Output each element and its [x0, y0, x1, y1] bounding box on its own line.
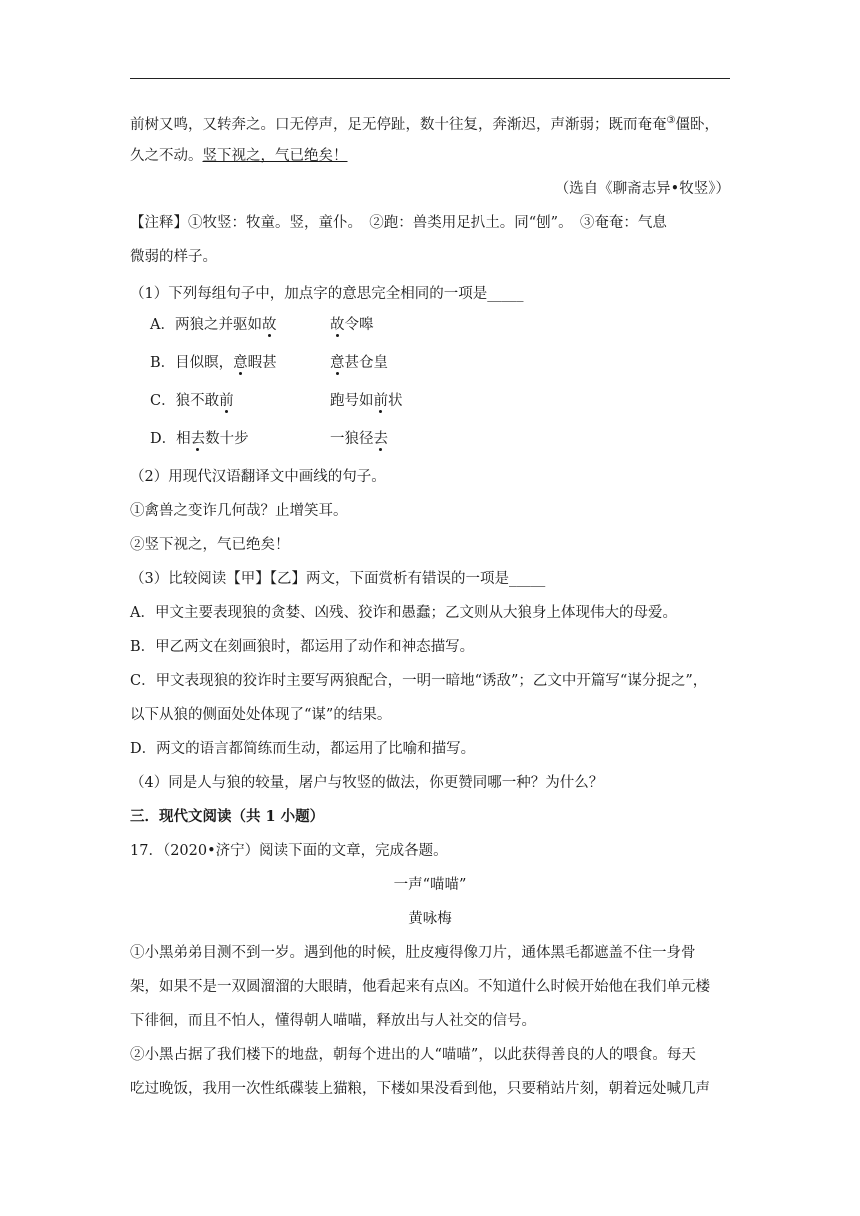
- dotted-char: 前: [219, 393, 234, 409]
- header-rule: [130, 78, 730, 79]
- option-text: 数十步: [205, 431, 249, 447]
- dotted-char: 故: [261, 317, 277, 333]
- text-line: [130, 146, 730, 166]
- notes-line: 微弱的样子。: [130, 249, 217, 265]
- option-label: A．: [150, 317, 175, 333]
- dotted-char: 意: [330, 355, 345, 371]
- q3-option-a: A．甲文主要表现狼的贪婪、凶残、狡诈和愚蠢；乙文则从大狼身上体现伟大的母爱。: [130, 605, 677, 621]
- option-label: C．: [150, 393, 176, 409]
- article-paragraph-line: 吃过晚饭，我用一次性纸碟装上猫粮，下楼如果没看到他，只要稍站片刻，朝着远处喊几声: [130, 1081, 710, 1097]
- option-label: B．: [150, 355, 176, 371]
- q3-option-c-cont: 以下从狼的侧面处处体现了“谋”的结果。: [130, 707, 392, 723]
- question-3-stem: （3）比较阅读【甲】【乙】两文，下面赏析有错误的一项是_____: [130, 571, 546, 587]
- translate-sentence-2: ②竖下视之，气已绝矣！: [130, 537, 290, 553]
- text-segment: 前树又鸣，又转奔之。口无停声，足无停趾，数十往复，奔渐迟，声渐弱；既而奄奄: [130, 116, 667, 133]
- notes-line: 【注释】①牧竖：牧童。竖，童仆。 ②跑：兽类用足扒土。同“刨”。 ③奄奄：气息: [130, 215, 667, 231]
- option-d: [150, 429, 750, 449]
- article-paragraph-line: 下徘徊，而且不怕人，懂得朝人喵喵，释放出与人社交的信号。: [130, 1013, 536, 1029]
- option-text: 状: [388, 393, 403, 409]
- dotted-char: 去: [190, 431, 206, 447]
- q3-option-c: C．甲文表现狼的狡诈时主要写两狼配合，一明一暗地“诱敌”；乙文中开篇写“谋分捉之”，: [130, 673, 708, 689]
- dotted-char: 意: [233, 355, 248, 371]
- option-a: [150, 315, 750, 335]
- option-text: 两狼之并驱如: [174, 317, 262, 333]
- question-17-stem: 17．（2020•济宁）阅读下面的文章，完成各题。: [130, 843, 448, 859]
- option-text: 一狼径: [330, 431, 374, 447]
- option-c: [150, 391, 750, 411]
- article-paragraph-line: ①小黑弟弟目测不到一岁。遇到他的时候，肚皮瘦得像刀片，通体黑毛都遮盖不住一身骨: [130, 945, 696, 961]
- option-text: 甚仓皇: [344, 355, 388, 371]
- option-label: D．: [150, 431, 177, 447]
- option-right-column: [330, 429, 388, 449]
- article-paragraph-line: 架，如果不是一双圆溜溜的大眼睛，他看起来有点凶。不知道什么时候开始他在我们单元楼: [130, 979, 710, 995]
- source-citation: （选自《聊斋志异•牧竖》）: [554, 181, 730, 197]
- text-segment: 僵卧，: [675, 116, 719, 133]
- option-text: 相: [176, 431, 191, 447]
- underlined-sentence: 竖下视之，气已绝矣！: [202, 148, 348, 164]
- dotted-char: 去: [373, 431, 388, 447]
- option-text: 暇甚: [247, 355, 277, 371]
- question-4-stem: （4）同是人与狼的较量，屠户与牧竖的做法，你更赞同哪一种？为什么？: [130, 775, 604, 791]
- option-right-column: [330, 315, 374, 335]
- text-line: [130, 111, 730, 135]
- option-text: 跑号如: [330, 393, 374, 409]
- translate-sentence-1: ①禽兽之变诈几何哉？止增笑耳。: [130, 503, 348, 519]
- dotted-char: 故: [330, 317, 345, 333]
- text-segment: 久之不动。: [130, 148, 203, 164]
- section-heading: 三．现代文阅读（共 1 小题）: [130, 808, 325, 825]
- dotted-char: 前: [373, 393, 388, 409]
- question-1-stem: （1）下列每组句子中，加点字的意思完全相同的一项是_____: [130, 286, 524, 302]
- option-text: 目似瞑，: [175, 355, 234, 371]
- footnote-marker: ③: [666, 115, 676, 126]
- option-right-column: [330, 391, 403, 411]
- option-text: 狼不敢: [175, 393, 220, 409]
- article-title: 一声“喵喵”: [393, 877, 467, 893]
- article-author: 黄咏梅: [408, 911, 452, 927]
- article-paragraph-line: ②小黑占据了我们楼下的地盘，朝每个进出的人“喵喵”，以此获得善良的人的喂食。每天: [130, 1047, 696, 1063]
- q3-option-d: D．两文的语言都简练而生动，都运用了比喻和描写。: [130, 741, 476, 757]
- option-text: 令嗥: [344, 317, 374, 333]
- option-right-column: [330, 353, 388, 373]
- option-b: [150, 353, 750, 373]
- question-2-stem: （2）用现代汉语翻译文中画线的句子。: [130, 469, 386, 485]
- q3-option-b: B．甲乙两文在刻画狼时，都运用了动作和神态描写。: [130, 639, 475, 655]
